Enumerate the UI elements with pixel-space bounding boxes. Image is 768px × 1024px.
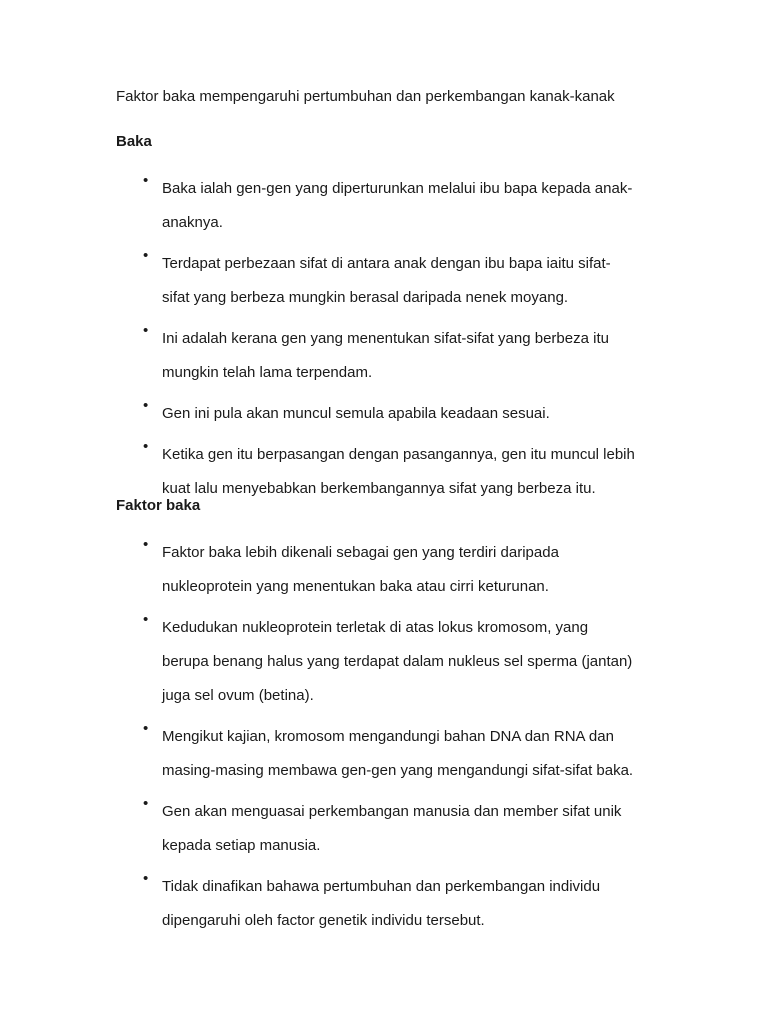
list-item bbox=[0, 795, 768, 863]
text-line: Gen akan menguasai perkembangan manusia dan member sifat unik bbox=[162, 803, 622, 820]
text-line: kuat lalu menyebabkan berkembangannya sifat yang berbeza itu. bbox=[162, 480, 596, 497]
text-line: Kedudukan nukleoprotein terletak di atas lokus kromosom, yang bbox=[162, 619, 589, 636]
section-heading-faktor-baka: Faktor baka bbox=[116, 497, 201, 514]
bullet-list-baka bbox=[0, 172, 768, 521]
list-item-text bbox=[162, 397, 662, 431]
text-line: Ketika gen itu berpasangan dengan pasangannya, gen itu muncul lebih bbox=[162, 446, 635, 463]
list-item-text bbox=[162, 172, 662, 240]
list-item-text bbox=[162, 247, 662, 315]
document-title: Faktor baka mempengaruhi pertumbuhan dan perkembangan kanak-kanak bbox=[116, 88, 615, 105]
text-line: Mengikut kajian, kromosom mengandungi bahan DNA dan RNA dan bbox=[162, 728, 614, 745]
bullet-icon: • bbox=[143, 438, 149, 455]
list-item-text bbox=[162, 536, 662, 604]
text-line: sifat yang berbeza mungkin berasal daripada nenek moyang. bbox=[162, 289, 569, 306]
bullet-icon: • bbox=[143, 870, 149, 887]
text-line: Terdapat perbezaan sifat di antara anak dengan ibu bapa iaitu sifat- bbox=[162, 255, 611, 272]
list-item-text bbox=[162, 795, 662, 863]
list-item bbox=[0, 247, 768, 315]
text-line: berupa benang halus yang terdapat dalam nukleus sel sperma (jantan) bbox=[162, 653, 633, 670]
text-line: nukleoprotein yang menentukan baka atau cirri keturunan. bbox=[162, 578, 549, 595]
bullet-icon: • bbox=[143, 795, 149, 812]
text-line: Faktor baka lebih dikenali sebagai gen yang terdiri daripada bbox=[162, 544, 559, 561]
list-item-text bbox=[162, 870, 662, 938]
list-item-text bbox=[162, 720, 662, 788]
bullet-icon: • bbox=[143, 536, 149, 553]
list-item bbox=[0, 322, 768, 390]
list-item bbox=[0, 536, 768, 604]
text-line: juga sel ovum (betina). bbox=[162, 687, 314, 704]
list-item-text bbox=[162, 611, 662, 713]
text-line: masing-masing membawa gen-gen yang mengandungi sifat-sifat baka. bbox=[162, 762, 634, 779]
list-item-text bbox=[162, 438, 662, 506]
text-line: anaknya. bbox=[162, 214, 223, 231]
list-item bbox=[0, 172, 768, 240]
text-line: Tidak dinafikan bahawa pertumbuhan dan perkembangan individu bbox=[162, 878, 601, 895]
text-line: Baka ialah gen-gen yang diperturunkan melalui ibu bapa kepada anak- bbox=[162, 180, 633, 197]
list-item bbox=[0, 870, 768, 938]
bullet-icon: • bbox=[143, 397, 149, 414]
bullet-icon: • bbox=[143, 247, 149, 264]
bullet-icon: • bbox=[143, 172, 149, 189]
bullet-icon: • bbox=[143, 611, 149, 628]
bullet-icon: • bbox=[143, 720, 149, 737]
list-item bbox=[0, 397, 768, 431]
text-line: kepada setiap manusia. bbox=[162, 837, 321, 854]
text-line: Ini adalah kerana gen yang menentukan sifat-sifat yang berbeza itu bbox=[162, 330, 609, 347]
text-line: mungkin telah lama terpendam. bbox=[162, 364, 373, 381]
list-item bbox=[0, 438, 768, 506]
list-item bbox=[0, 720, 768, 788]
text-line: Gen ini pula akan muncul semula apabila keadaan sesuai. bbox=[162, 405, 550, 422]
text-line: dipengaruhi oleh factor genetik individu tersebut. bbox=[162, 912, 485, 929]
list-item-text bbox=[162, 322, 662, 390]
section-heading-baka: Baka bbox=[116, 133, 152, 150]
bullet-icon: • bbox=[143, 322, 149, 339]
list-item bbox=[0, 611, 768, 713]
bullet-list-faktor-baka bbox=[0, 536, 768, 953]
